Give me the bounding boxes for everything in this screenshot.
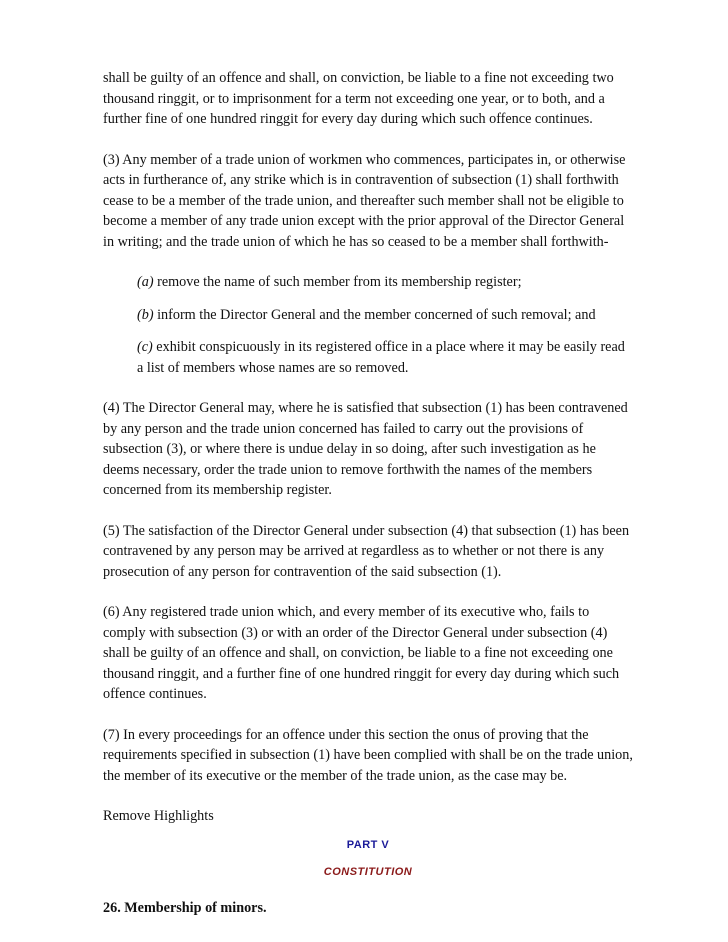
- section-heading: 26. Membership of minors.: [103, 899, 267, 916]
- paragraph-7: (7) In every proceedings for an offence under this section the onus of proving that the requirements specified in subsection (1) have been complied with shall be on the trade union, the member of its executive or the member of the trade union, as the case may be.: [103, 726, 633, 784]
- subparagraph-label: (a): [137, 274, 154, 290]
- subparagraph-label: (b): [137, 306, 154, 323]
- document-page: [103, 68, 633, 918]
- subparagraph-text: exhibit conspicuously in its registered office in a place where it may be easily read a list of members whose names are so removed.: [137, 339, 625, 376]
- remove-highlights-link[interactable]: Remove Highlights: [103, 808, 214, 824]
- paragraph-continuation: shall be guilty of an offence and shall, on conviction, be liable to a fine not exceeding two thousand ringgit, or to imprisonment for a term not exceeding one year, or to both, and a further fine of one hundred ringgit for every day during which such offence continues.: [103, 70, 614, 127]
- subparagraph-3a: [103, 272, 633, 293]
- subparagraph-3b: [103, 305, 633, 326]
- paragraph-5: (5) The satisfaction of the Director General under subsection (4) that subsection (1) has been contravened by any person may be arrived at regardless as to whether or not there is any prosecution of any person for contravention of the said subsection (1).: [103, 522, 630, 580]
- part-number: PART V: [346, 838, 390, 851]
- subparagraph-label: (c): [137, 339, 153, 355]
- paragraph-3: (3) Any member of a trade union of workmen who commences, participates in, or otherwise acts in furtherance of, any strike which is in contravention of subsection (1) shall forthwith cease to be a member of the trade union, and thereafter such member shall not be eligible to become a member of any trade union except with the prior approval of the Director General in writing; and the trade union of which he has so ceased to be a member shall forthwith-: [103, 151, 626, 250]
- subparagraph-text: remove the name of such member from its membership register;: [153, 274, 522, 290]
- paragraph-4: (4) The Director General may, where he is satisfied that subsection (1) has been contravened by any person and the trade union concerned has failed to carry out the provisions of subsection (3), or where there is undue delay in so doing, after such investigation as he deems necessary, order the trade union to remove forthwith the names of the members concerned from its membership register.: [103, 400, 628, 498]
- paragraph-6: (6) Any registered trade union which, and every member of its executive who, fails to comply with subsection (3) or with an order of the Director General under subsection (4) shall be guilty of an offence and shall, on conviction, be liable to a fine not exceeding one thousand ringgit, and a further fine of one hundred ringgit for every day during which such offence continues.: [103, 604, 620, 702]
- part-title: CONSTITUTION: [323, 865, 413, 878]
- subparagraph-text: inform the Director General and the member concerned of such removal; and: [153, 306, 596, 323]
- subparagraph-3c: [103, 337, 633, 378]
